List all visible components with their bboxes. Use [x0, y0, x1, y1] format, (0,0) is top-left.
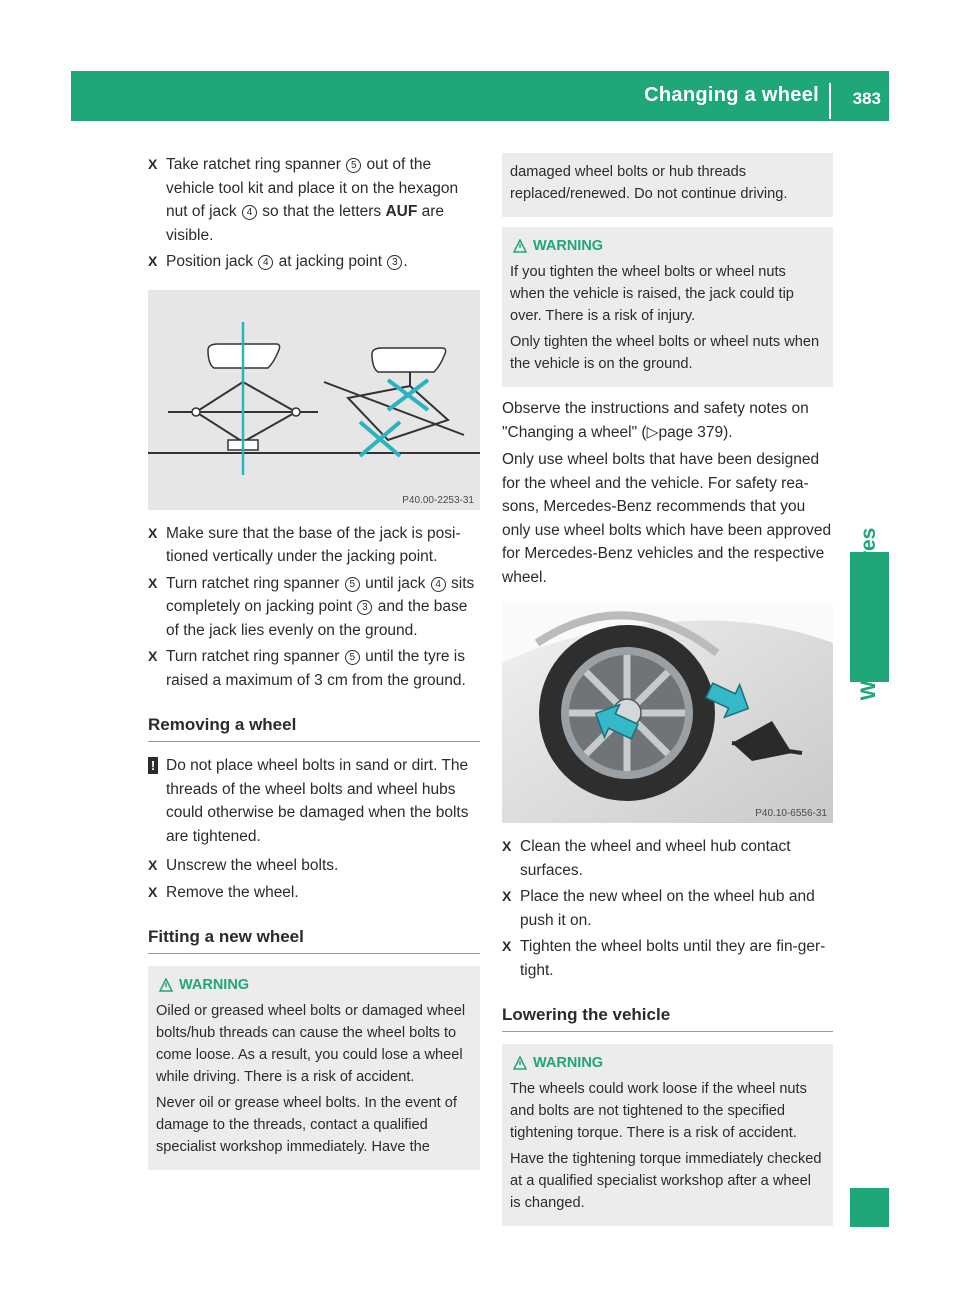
body-paragraph: Only use wheel bolts that have been designed for the wheel and the vehicle. For safety rea-sons, Mercedes-Benz recommends that you only use wheel bolts which have been approved for Mercedes-Benz vehicles and the respective wheel.	[502, 451, 832, 586]
figure-code: P40.10-6556-31	[755, 808, 827, 819]
step-marker-icon: X	[148, 524, 158, 541]
exclamation-icon: !	[148, 757, 158, 774]
step-item: X Clean the wheel and wheel hub contact surfaces.	[502, 835, 833, 882]
callout-ref: 5	[345, 577, 360, 592]
header-divider	[829, 83, 831, 119]
step-item: X Place the new wheel on the wheel hub and push it on.	[502, 885, 833, 932]
step-item: X Unscrew the wheel bolts.	[148, 854, 480, 878]
callout-ref: 4	[242, 205, 257, 220]
step-item: X Position jack 4 at jacking point 3 .	[148, 250, 480, 274]
step-marker-icon: X	[502, 938, 512, 954]
section-heading-fitting: Fitting a new wheel	[148, 926, 480, 954]
figure-code: P40.00-2253-31	[402, 494, 474, 506]
side-tab-label: Wheels and tyres	[857, 527, 880, 701]
step-marker-icon: X	[148, 253, 158, 269]
warning-heading: WARNING	[513, 1052, 824, 1074]
step-item: X Turn ratchet ring spanner 5 until the tyre is raised a maximum of 3 cm from the ground.	[148, 645, 480, 692]
warning-box: WARNING If you tighten the wheel bolts or wheel nuts when the vehicle is raised, the jack could tip over. There is a risk of injury. Only tighten the wheel bolts or wheel nuts when the vehicle is on the ground.	[502, 227, 833, 387]
body-paragraph: Observe the instructions and safety notes on "Changing a wheel" (▷page 379).	[502, 400, 809, 441]
section-heading-removing: Removing a wheel	[148, 714, 480, 742]
attention-note: ! Do not place wheel bolts in sand or dirt. The threads of the wheel bolts and wheel hubs could otherwise be damaged when the bolts are tightened.	[148, 754, 480, 848]
callout-ref: 4	[431, 577, 446, 592]
step-marker-icon: X	[502, 838, 512, 854]
warning-continued-box: damaged wheel bolts or hub threads replaced/renewed. Do not continue driving.	[502, 153, 833, 217]
warning-triangle-icon	[159, 978, 173, 992]
callout-ref: 3	[387, 255, 402, 270]
step-item: X Tighten the wheel bolts until they are fin-ger-tight.	[502, 935, 833, 982]
left-column	[148, 153, 480, 1170]
jack-diagram-figure	[148, 290, 480, 510]
warning-triangle-icon	[513, 239, 527, 253]
callout-ref: 4	[258, 255, 273, 270]
wheel-photo-figure	[502, 603, 833, 823]
step-marker-icon: X	[148, 156, 158, 172]
header-bar	[71, 71, 889, 121]
jack-diagram-illustration	[148, 290, 480, 510]
side-square-marker	[850, 1188, 889, 1227]
warning-heading: WARNING	[513, 235, 824, 257]
page-title: Changing a wheel	[644, 84, 819, 106]
callout-ref: 5	[345, 650, 360, 665]
step-marker-icon: X	[502, 888, 512, 904]
step-marker-icon: X	[148, 883, 158, 900]
warning-heading: WARNING	[159, 974, 471, 996]
step-item: X Take ratchet ring spanner 5 out of the vehicle tool kit and place it on the hexagon nut of jack 4 so that the letters AUF are visible.	[148, 153, 480, 247]
step-marker-icon: X	[148, 648, 158, 664]
step-item: X Make sure that the base of the jack is posi-tioned vertically under the jacking point.	[148, 522, 480, 569]
page-number: 383	[852, 89, 881, 108]
warning-box: WARNING Oiled or greased wheel bolts or damaged wheel bolts/hub threads can cause the wheel bolts to come loose. As a result, you could lose a wheel while driving. There is a risk of accident. Never oil or grease wheel bolts. In the event of damage to the threads, contact a qualified specialist workshop immediately. Have the	[148, 966, 480, 1170]
step-marker-icon: X	[148, 857, 158, 873]
callout-ref: 3	[357, 600, 372, 615]
section-heading-lowering: Lowering the vehicle	[502, 1004, 833, 1032]
page-reference-link[interactable]: page 379).	[658, 423, 733, 441]
step-item: X Turn ratchet ring spanner 5 until jack 4 sits completely on jacking point 3 and the base of the jack lies evenly on the ground.	[148, 572, 480, 643]
step-marker-icon: X	[148, 574, 158, 591]
page-reference-arrow-icon: ▷	[646, 423, 659, 441]
step-item: X Remove the wheel.	[148, 881, 480, 905]
warning-triangle-icon	[513, 1056, 527, 1070]
right-column	[502, 153, 833, 1226]
warning-box: WARNING The wheels could work loose if the wheel nuts and bolts are not tightened to the specified tightening torque. There is a risk of accident. Have the tightening torque immediately checked at a qualified specialist workshop after a wheel is changed.	[502, 1044, 833, 1226]
wheel-photo-illustration	[502, 603, 833, 823]
callout-ref: 5	[346, 158, 361, 173]
